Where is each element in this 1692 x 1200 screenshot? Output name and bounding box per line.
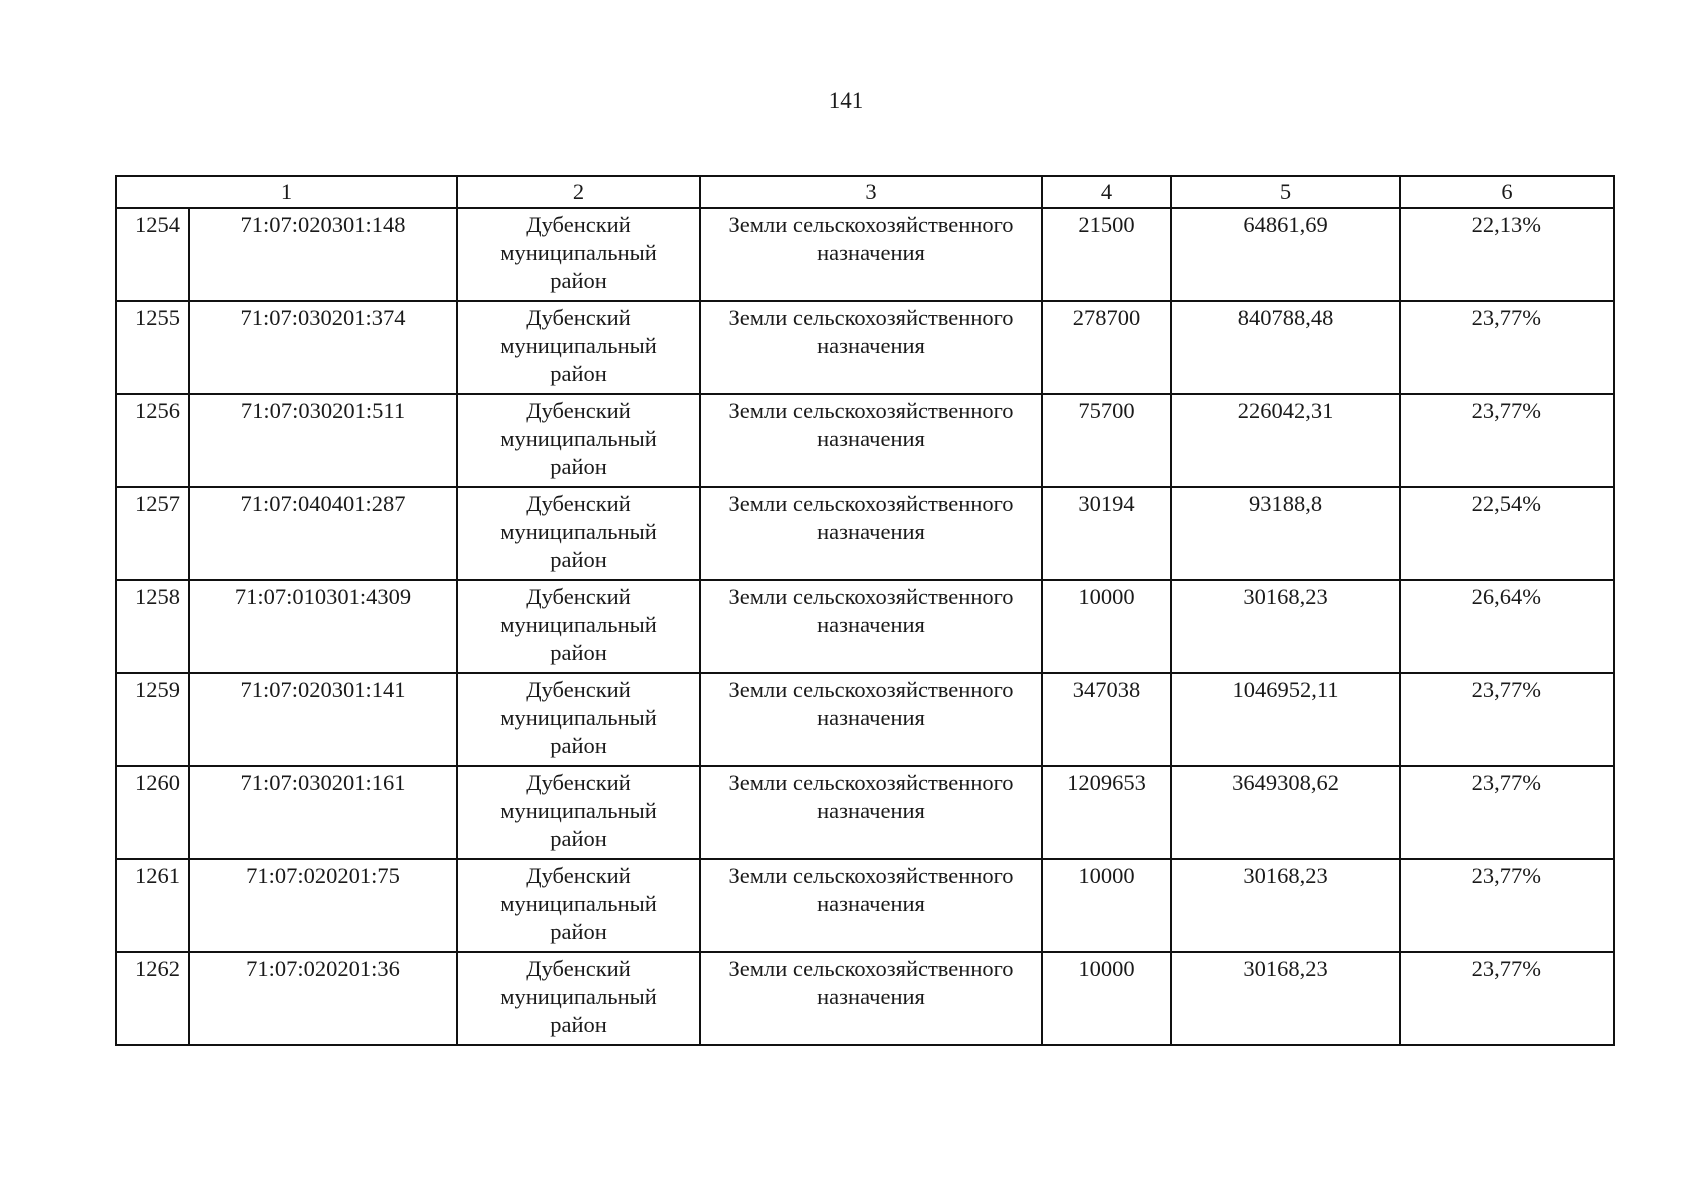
percent-cell: 23,77% xyxy=(1400,952,1614,1045)
cadastral-value-cell: 226042,31 xyxy=(1171,394,1400,487)
area-cell: 1209653 xyxy=(1042,766,1171,859)
cadastral-number-cell: 71:07:030201:374 xyxy=(189,301,457,394)
row-index-cell: 1254 xyxy=(116,208,189,301)
row-index-cell: 1257 xyxy=(116,487,189,580)
cadastral-value-cell: 64861,69 xyxy=(1171,208,1400,301)
land-category-cell xyxy=(700,952,1042,1045)
municipality-cell xyxy=(457,952,700,1045)
cadastral-number-cell: 71:07:030201:161 xyxy=(189,766,457,859)
table-row xyxy=(116,301,1614,394)
municipality-line: Дубенский xyxy=(526,491,631,516)
land-category-cell xyxy=(700,859,1042,952)
land-category-line: Земли сельскохозяйственного xyxy=(728,863,1014,888)
municipality-line: район xyxy=(550,733,607,758)
municipality-cell xyxy=(457,394,700,487)
land-category-line: Земли сельскохозяйственного xyxy=(728,491,1014,516)
land-category-line: Земли сельскохозяйственного xyxy=(728,770,1014,795)
municipality-line: муниципальный xyxy=(500,519,657,544)
table-row xyxy=(116,673,1614,766)
cadastral-value-cell: 1046952,11 xyxy=(1171,673,1400,766)
land-category-cell xyxy=(700,394,1042,487)
municipality-line: район xyxy=(550,268,607,293)
municipality-line: Дубенский xyxy=(526,398,631,423)
municipality-line: Дубенский xyxy=(526,956,631,981)
cadastral-number-cell: 71:07:040401:287 xyxy=(189,487,457,580)
area-cell: 10000 xyxy=(1042,580,1171,673)
land-category-line: назначения xyxy=(817,612,925,637)
area-cell: 347038 xyxy=(1042,673,1171,766)
municipality-cell xyxy=(457,673,700,766)
area-cell: 75700 xyxy=(1042,394,1171,487)
header-col-5: 5 xyxy=(1171,176,1400,208)
percent-cell: 22,54% xyxy=(1400,487,1614,580)
land-registry-table xyxy=(115,175,1615,1046)
table-row xyxy=(116,580,1614,673)
municipality-line: Дубенский xyxy=(526,677,631,702)
header-col-2: 2 xyxy=(457,176,700,208)
header-row xyxy=(116,176,1614,208)
area-cell: 30194 xyxy=(1042,487,1171,580)
municipality-line: Дубенский xyxy=(526,305,631,330)
land-category-line: назначения xyxy=(817,705,925,730)
cadastral-value-cell: 3649308,62 xyxy=(1171,766,1400,859)
municipality-line: муниципальный xyxy=(500,612,657,637)
municipality-line: район xyxy=(550,1012,607,1037)
row-index-cell: 1256 xyxy=(116,394,189,487)
cadastral-number-cell: 71:07:020301:141 xyxy=(189,673,457,766)
land-category-line: Земли сельскохозяйственного xyxy=(728,677,1014,702)
area-cell: 10000 xyxy=(1042,859,1171,952)
municipality-line: Дубенский xyxy=(526,770,631,795)
table-row xyxy=(116,766,1614,859)
cadastral-number-cell: 71:07:030201:511 xyxy=(189,394,457,487)
land-category-cell xyxy=(700,766,1042,859)
municipality-line: муниципальный xyxy=(500,798,657,823)
cadastral-value-cell: 30168,23 xyxy=(1171,952,1400,1045)
municipality-line: Дубенский xyxy=(526,863,631,888)
row-index-cell: 1259 xyxy=(116,673,189,766)
land-category-cell xyxy=(700,487,1042,580)
cadastral-number-cell: 71:07:020201:75 xyxy=(189,859,457,952)
table-row xyxy=(116,952,1614,1045)
row-index-cell: 1255 xyxy=(116,301,189,394)
municipality-line: район xyxy=(550,640,607,665)
row-index-cell: 1258 xyxy=(116,580,189,673)
header-col-3: 3 xyxy=(700,176,1042,208)
percent-cell: 23,77% xyxy=(1400,394,1614,487)
cadastral-value-cell: 30168,23 xyxy=(1171,580,1400,673)
area-cell: 278700 xyxy=(1042,301,1171,394)
municipality-line: муниципальный xyxy=(500,426,657,451)
municipality-cell xyxy=(457,766,700,859)
municipality-line: муниципальный xyxy=(500,984,657,1009)
land-category-line: Земли сельскохозяйственного xyxy=(728,956,1014,981)
land-category-line: назначения xyxy=(817,984,925,1009)
land-category-line: Земли сельскохозяйственного xyxy=(728,398,1014,423)
cadastral-value-cell: 30168,23 xyxy=(1171,859,1400,952)
municipality-line: Дубенский xyxy=(526,584,631,609)
municipality-line: муниципальный xyxy=(500,891,657,916)
municipality-line: район xyxy=(550,919,607,944)
row-index-cell: 1262 xyxy=(116,952,189,1045)
municipality-line: муниципальный xyxy=(500,240,657,265)
header-col-1: 1 xyxy=(116,176,457,208)
land-category-line: назначения xyxy=(817,426,925,451)
land-category-line: Земли сельскохозяйственного xyxy=(728,305,1014,330)
municipality-line: Дубенский xyxy=(526,212,631,237)
area-cell: 10000 xyxy=(1042,952,1171,1045)
table-row xyxy=(116,859,1614,952)
percent-cell: 23,77% xyxy=(1400,859,1614,952)
land-category-cell xyxy=(700,673,1042,766)
cadastral-value-cell: 840788,48 xyxy=(1171,301,1400,394)
land-category-line: назначения xyxy=(817,891,925,916)
cadastral-number-cell: 71:07:020201:36 xyxy=(189,952,457,1045)
row-index-cell: 1261 xyxy=(116,859,189,952)
table-row xyxy=(116,487,1614,580)
percent-cell: 23,77% xyxy=(1400,301,1614,394)
land-category-cell xyxy=(700,580,1042,673)
land-category-cell xyxy=(700,301,1042,394)
land-category-line: Земли сельскохозяйственного xyxy=(728,584,1014,609)
percent-cell: 23,77% xyxy=(1400,766,1614,859)
municipality-line: район xyxy=(550,826,607,851)
land-category-line: назначения xyxy=(817,240,925,265)
page-number: 141 xyxy=(828,88,864,113)
municipality-line: район xyxy=(550,454,607,479)
table-row xyxy=(116,394,1614,487)
land-category-line: назначения xyxy=(817,519,925,544)
land-category-cell xyxy=(700,208,1042,301)
table-header xyxy=(116,176,1614,208)
table-body xyxy=(116,208,1614,1045)
municipality-cell xyxy=(457,487,700,580)
header-col-6: 6 xyxy=(1400,176,1614,208)
percent-cell: 22,13% xyxy=(1400,208,1614,301)
row-index-cell: 1260 xyxy=(116,766,189,859)
cadastral-value-cell: 93188,8 xyxy=(1171,487,1400,580)
land-category-line: Земли сельскохозяйственного xyxy=(728,212,1014,237)
land-category-line: назначения xyxy=(817,798,925,823)
cadastral-number-cell: 71:07:020301:148 xyxy=(189,208,457,301)
municipality-cell xyxy=(457,859,700,952)
municipality-line: район xyxy=(550,547,607,572)
municipality-line: муниципальный xyxy=(500,333,657,358)
municipality-line: район xyxy=(550,361,607,386)
table-row xyxy=(116,208,1614,301)
area-cell: 21500 xyxy=(1042,208,1171,301)
municipality-line: муниципальный xyxy=(500,705,657,730)
header-col-4: 4 xyxy=(1042,176,1171,208)
municipality-cell xyxy=(457,301,700,394)
municipality-cell xyxy=(457,208,700,301)
percent-cell: 23,77% xyxy=(1400,673,1614,766)
land-category-line: назначения xyxy=(817,333,925,358)
percent-cell: 26,64% xyxy=(1400,580,1614,673)
municipality-cell xyxy=(457,580,700,673)
cadastral-number-cell: 71:07:010301:4309 xyxy=(189,580,457,673)
